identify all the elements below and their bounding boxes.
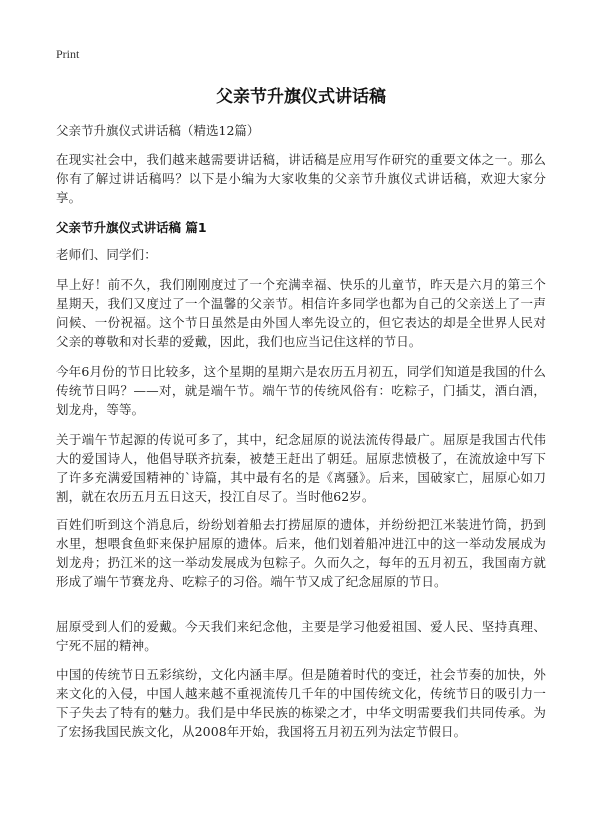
greeting-paragraph: 老师们、同学们： <box>56 247 157 262</box>
body-paragraph-1: 早上好！前不久，我们刚刚度过了一个充满幸福、快乐的儿童节，昨天是六月的第三个星期天，我们又度过了一个温馨的父亲节。相信许多同学也都为自己的父亲送上了一声问候、一份祝福。这个节日虽然是由外国人率先设立的，但它表达的却是全世界人民对父亲的尊敬和对长辈的爱戴，因此，我们也应当记住这样的节日。 <box>56 277 546 349</box>
print-link[interactable]: Print <box>56 47 80 61</box>
section-heading: 父亲节升旗仪式讲话稿 篇1 <box>56 220 207 235</box>
body-paragraph-3: 关于端午节起源的传说可多了，其中，纪念屈原的说法流传得最广。屈原是我国古代伟大的爱国诗人，他倡导联齐抗秦，被楚王赶出了朝廷。屈原悲愤极了，在流放途中写下了许多充满爱国精神的`诗篇，其中最有名的是《离骚》。后来，国破家亡，屈原心如刀割，就在农历五月五日这天，投江自尽了。当时他62岁。 <box>56 432 546 504</box>
intro-paragraph: 在现实社会中，我们越来越需要讲话稿，讲话稿是应用写作研究的重要文体之一。那么你有了解过讲话稿吗？以下是小编为大家收集的父亲节升旗仪式讲话稿，欢迎大家分享。 <box>56 152 546 205</box>
body-paragraph-6: 中国的传统节日五彩缤纷，文化内涵丰厚。但是随着时代的变迁，社会节奏的加快，外来文化的入侵，中国人越来越不重视流传几千年的中国传统文化，传统节日的吸引力一下子失去了特有的魅力。我们是中华民族的栋梁之才，中华文明需要我们共同传承。为了宏扬我国民族文化，从2008年开始，我国将五月初五列为法定节假日。 <box>56 667 546 739</box>
body-paragraph-2: 今年6月份的节日比较多，这个星期的星期六是农历五月初五，同学们知道是我国的什么传统节日吗？——对，就是端午节。端午节的传统风俗有：吃粽子，门插艾，酒白酒，划龙舟，等等。 <box>56 364 546 417</box>
body-paragraph-4: 百姓们听到这个消息后，纷纷划着船去打捞屈原的遗体，并纷纷把江米装进竹筒，扔到水里，想喂食鱼虾来保护屈原的遗体。后来，他们划着船冲进江中的这一举动发展成为划龙舟；扔江米的这一举动发展成为包粽子。久而久之，每年的五月初五，我国南方就形成了端午节赛龙舟、吃粽子的习俗。端午节又成了纪念屈原的节日。 <box>56 517 546 589</box>
body-paragraph-5: 屈原受到人们的爱戴。今天我们来纪念他，主要是学习他爱祖国、爱人民、坚持真理、宁死不屈的精神。 <box>56 619 546 653</box>
document-subtitle: 父亲节升旗仪式讲话稿（精选12篇） <box>56 123 260 138</box>
document-title: 父亲节升旗仪式讲话稿 <box>216 87 386 107</box>
